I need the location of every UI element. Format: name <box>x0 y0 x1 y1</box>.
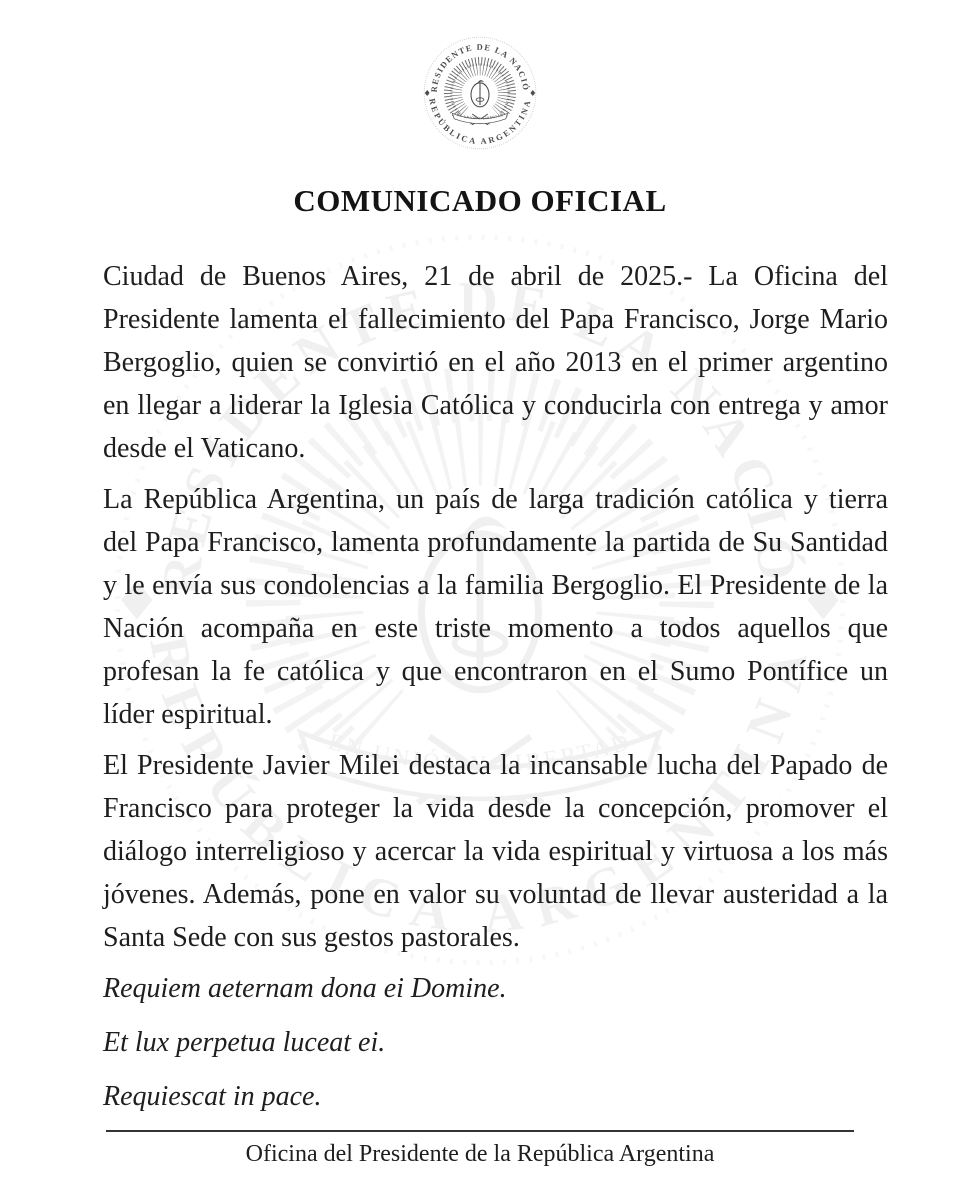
paragraph-1: Ciudad de Buenos Aires, 21 de abril de 2025.- La Oficina del Presidente lamenta el fallecimiento del Papa Francisco, Jorge Mario Bergoglio, quien se convirtió en el año 2013 en el primer argentino en llegar a liderar la Iglesia Católica y conducirla con entrega y amor desde el Vaticano. <box>103 261 888 464</box>
latin-line-3: Requiescat in pace. <box>103 1081 322 1112</box>
footer-text: Oficina del Presidente de la República Argentina <box>245 1141 715 1167</box>
footer-divider <box>106 1130 854 1132</box>
document-footer <box>0 1130 960 1168</box>
presidential-seal <box>0 0 960 153</box>
page-title: COMUNICADO OFICIAL <box>293 183 667 218</box>
paragraph-3: El Presidente Javier Milei destaca la incansable lucha del Papado de Francisco para proteger la vida desde la concepción, promover el diálogo interreligioso y acercar la vida espiritual y virtuosa a los más jóvenes. Además, pone en valor su voluntad de llevar austeridad a la Santa Sede con sus gestos pastorales. <box>103 750 888 953</box>
presidential-seal-icon <box>420 33 540 153</box>
paragraph-2: La República Argentina, un país de larga tradición católica y tierra del Papa Francisco, lamenta profundamente la partida de Su Santidad y le envía sus condolencias a la familia Bergoglio. El Presidente de la Nación acompaña en este triste momento a todos aquellos que profesan la fe católica y que encontraron en el Sumo Pontífice un líder espiritual. <box>103 484 888 730</box>
latin-line-1: Requiem aeternam dona ei Domine. <box>103 973 507 1004</box>
document-body <box>103 255 888 1118</box>
latin-line-2: Et lux perpetua luceat ei. <box>103 1027 386 1058</box>
